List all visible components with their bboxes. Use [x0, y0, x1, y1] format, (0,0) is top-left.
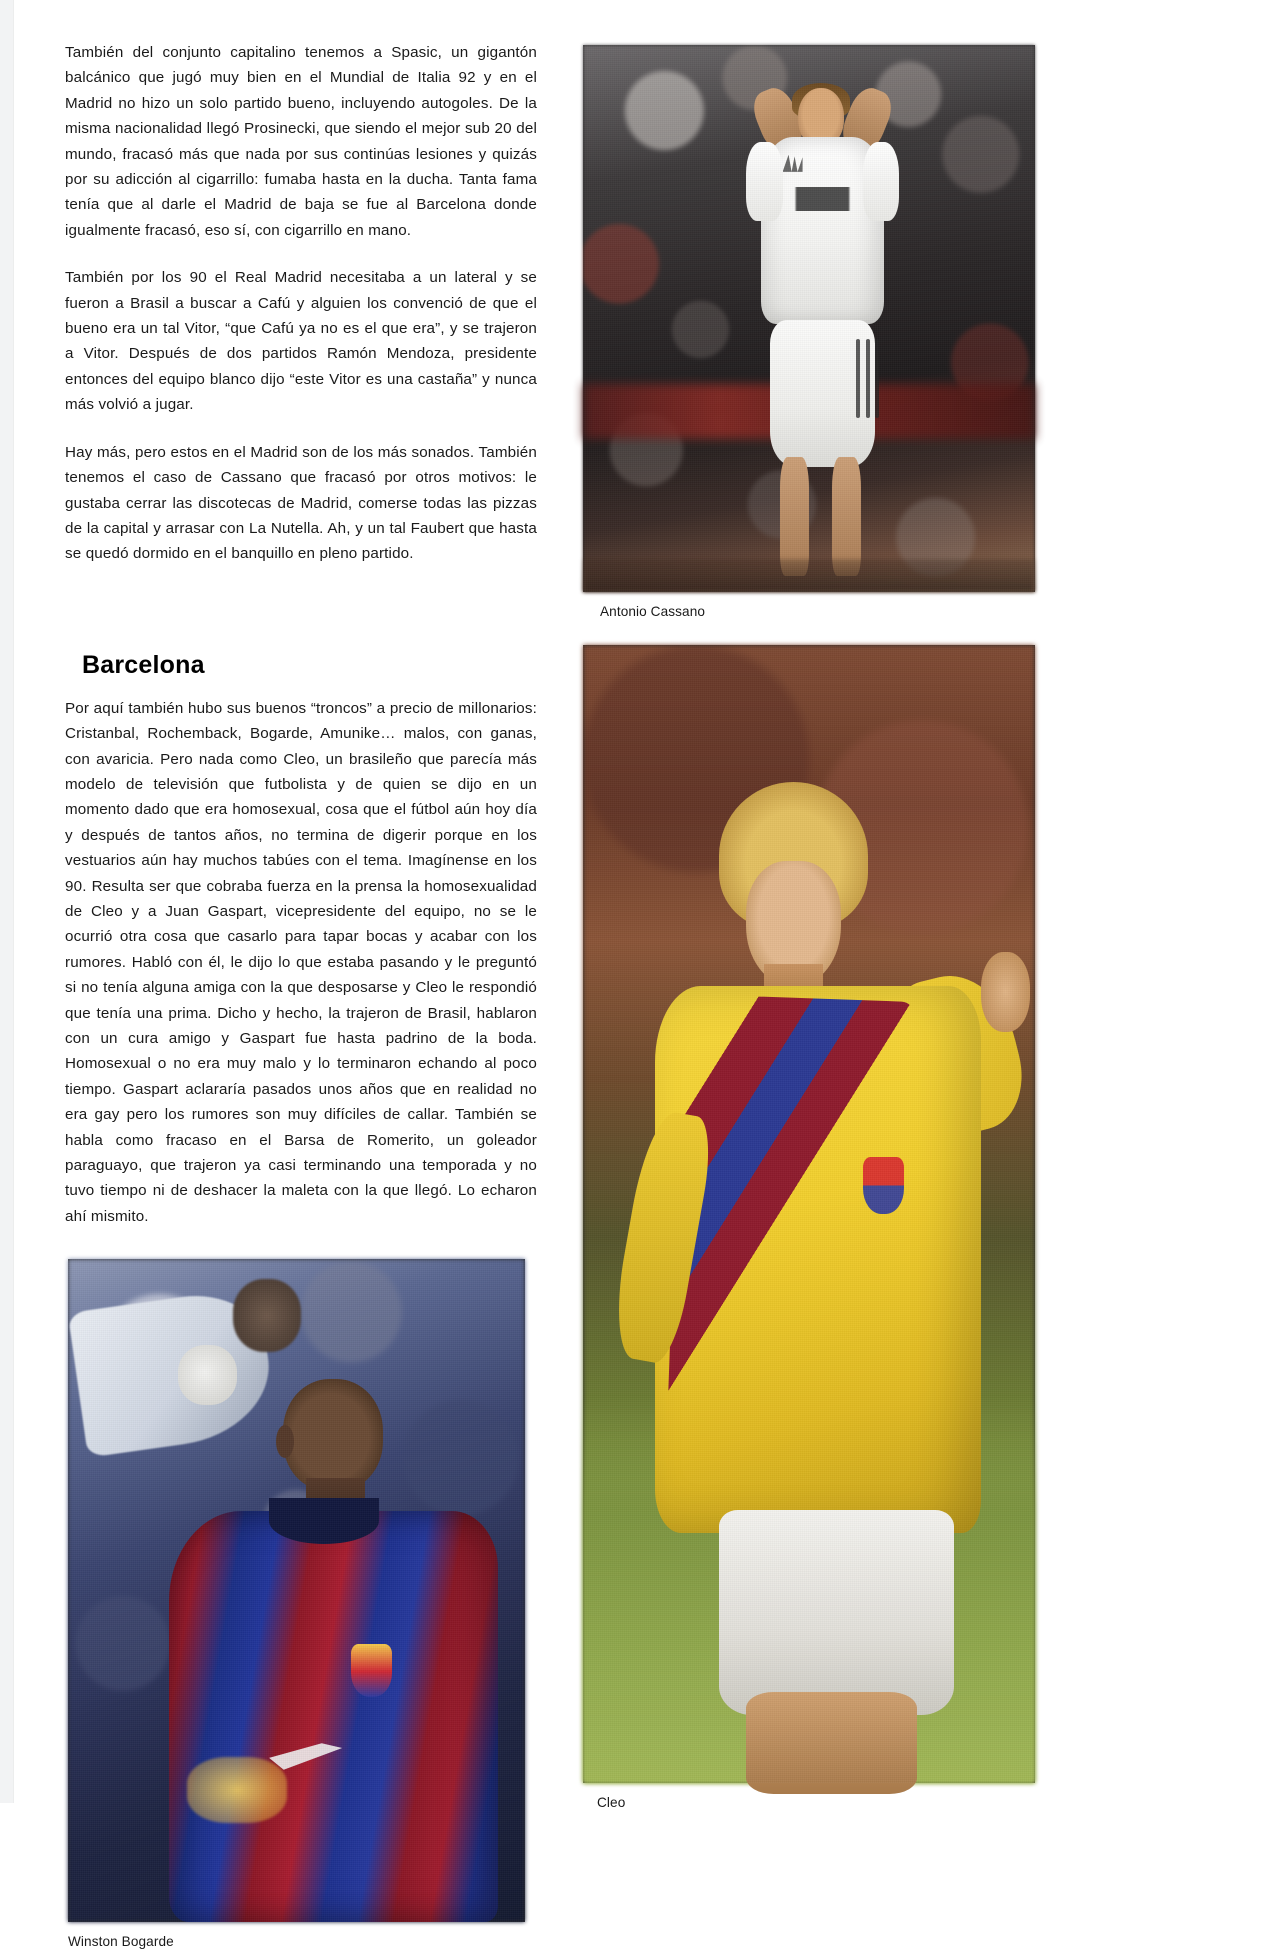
- paragraph-1: También del conjunto capitalino tenemos a Spasic, un gigantón balcánico que jugó muy bien en el Mundial de Italia 92 y en el Madrid no hizo un solo partido bueno, incluyendo autogoles. De la misma nacionalidad llegó Prosinecki, que siendo el mejor sub 20 del mundo, fracasó más que nada por sus continúas lesiones y quizás por su adicción al cigarrillo: fumaba hasta en la ducha. Tanta fama tenía que al darle el Madrid de baja se fue al Barcelona donde igualmente fracasó, eso sí, con cigarrillo en mano.: [65, 44, 537, 239]
- paragraph-barcelona: Por aquí también hubo sus buenos “troncos” a precio de millonarios: Cristanbal, Rochemback, Bogarde, Amunike… malos, con ganas, con avaricia. Pero nada como Cleo, un brasileño que parecía más modelo de televisión que futbolista y de quien se dijo en un momento dado que era homosexual, cosa que el fútbol aún hoy día y después de tantos años, no termina de digerir porque en los vestuarios aún hay muchos tabúes con el tema. Imagínense en los 90. Resulta ser que cobraba fuerza en la prensa la homosexualidad de Cleo y a Juan Gaspart, vicepresidente del equipo, no se le ocurrió otra cosa que casarlo para tapar bocas y acabar con los rumores. Habló con él, le dijo lo que estaba pasando y le preguntó si no tenía alguna amiga con la que desposarse y Cleo le respondió que tenía una prima. Dicho y hecho, la trajeron de Brasil, hablaron con un cura amigo y Gaspart fue hasta padrino de la boda. Homosexual o no era muy malo y lo terminaron echando al poco tiempo. Gaspart aclararía pasados unos años que en realidad no era gay pero los rumores son muy difíciles de callar. También se habla como fracaso en el Barsa de Romerito, un goleador paraguayo, que trajeron ya casi terminando una temporada y no tuvo tiempo ni de deshacer la maleta con la que llegó. Lo echaron ahí mismito.: [65, 699, 537, 1225]
- photo-cleo: [583, 645, 1035, 1783]
- section-spacer: [65, 589, 537, 651]
- barcelona-crest-icon: [351, 1644, 392, 1697]
- caption-cassano: Antonio Cassano: [600, 604, 706, 619]
- bogarde-head: [283, 1379, 384, 1492]
- photo-cassano: [583, 45, 1035, 592]
- bogarde-pointing-hand: [178, 1345, 237, 1405]
- bogarde-jersey-number: [187, 1757, 288, 1823]
- cassano-foreground: [583, 559, 1035, 592]
- left-text-column: [65, 40, 537, 1951]
- bogarde-jersey: [169, 1511, 498, 1922]
- cleo-hand: [981, 952, 1031, 1032]
- figure-cassano: [583, 45, 1035, 621]
- cassano-right-leg: [832, 457, 861, 575]
- figure-cleo: [583, 645, 1035, 1812]
- cassano-shorts-stripe: [856, 339, 860, 418]
- cassano-left-sleeve: [746, 142, 783, 221]
- cassano-right-sleeve: [863, 142, 900, 221]
- paragraph-3: Hay más, pero estos en el Madrid son de los más sonados. También tenemos el caso de Cassano que fracasó por otros motivos: le gustaba cerrar las discotecas de Madrid, comerse todas las pizzas de la capital y arrasar con La Nutella. Ah, y un tal Faubert que hasta se quedó dormido en el banquillo en pleno partido.: [65, 443, 537, 563]
- cassano-left-leg: [780, 457, 809, 575]
- figure-bogarde: [68, 1259, 525, 1951]
- cassano-shorts-stripe: [875, 339, 879, 418]
- cleo-jersey-sash: [664, 994, 926, 1526]
- bogarde-bystander-head: [233, 1279, 302, 1352]
- paragraph-2: También por los 90 el Real Madrid necesitaba a un lateral y se fueron a Brasil a buscar a Cafú y alguien los convenció de que el bueno era un tal Vitor, “que Cafú ya no es el que era”, y se trajeron a Vitor. Después de dos partidos Ramón Mendoza, presidente entonces del equipo blanco dijo “este Vitor es una castaña” y nunca más volvió a jugar.: [65, 269, 537, 414]
- siemens-sponsor-logo: [792, 187, 853, 212]
- cassano-shorts-stripe: [866, 339, 870, 418]
- cleo-shorts: [719, 1510, 954, 1715]
- barcelona-crest-icon: [863, 1157, 904, 1214]
- caption-cleo: Cleo: [597, 1795, 626, 1810]
- cassano-player: [746, 83, 900, 575]
- caption-bogarde: Winston Bogarde: [68, 1934, 174, 1950]
- cleo-legs: [746, 1692, 918, 1794]
- right-image-column: [583, 45, 1035, 1812]
- photo-bogarde: [68, 1259, 525, 1922]
- bogarde-collar: [269, 1498, 379, 1544]
- page-left-margin-strip: [0, 0, 14, 1803]
- section-heading-barcelona: Barcelona: [82, 650, 205, 679]
